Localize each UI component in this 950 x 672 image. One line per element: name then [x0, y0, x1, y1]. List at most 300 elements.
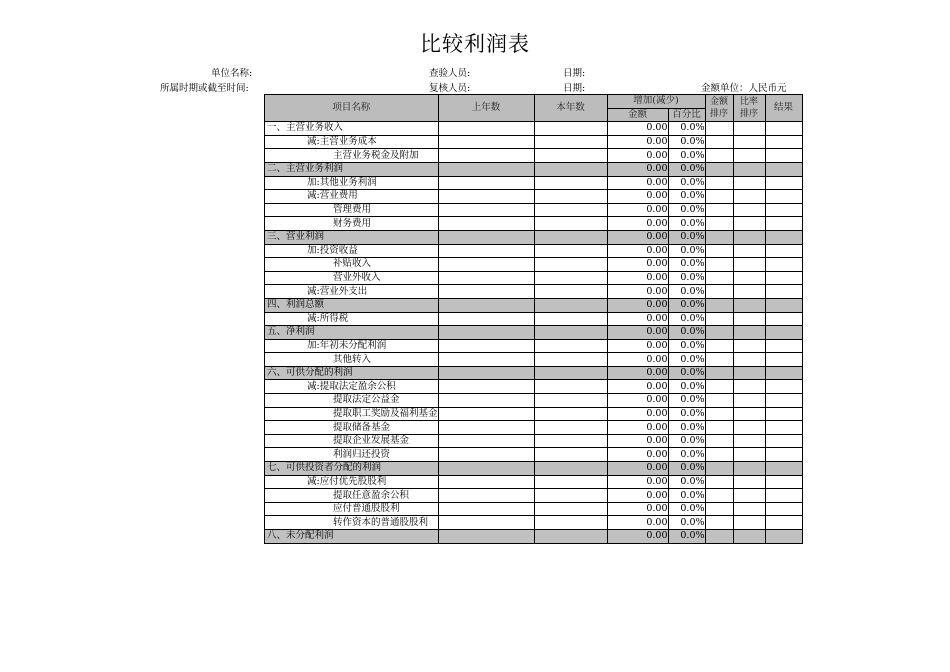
header-last-year: 上年数	[438, 95, 534, 122]
row-result[interactable]	[765, 366, 802, 380]
row-change-percent[interactable]: 0.0%	[668, 339, 705, 353]
row-rate-rank[interactable]	[733, 448, 765, 462]
row-rate-rank[interactable]	[733, 298, 765, 312]
row-rate-rank[interactable]	[733, 258, 765, 272]
row-item-name[interactable]	[265, 407, 439, 421]
reviewer-label: 复核人员:	[429, 83, 471, 94]
row-change-amount[interactable]: 0.00	[607, 434, 668, 448]
row-amount-rank[interactable]	[705, 475, 733, 489]
row-last-year-cell[interactable]	[438, 312, 534, 326]
row-this-year-cell[interactable]	[534, 502, 607, 516]
row-change-amount[interactable]: 0.00	[607, 421, 668, 435]
row-last-year-cell[interactable]	[438, 230, 534, 244]
row-item-name[interactable]	[265, 230, 439, 244]
currency-unit-label: 金额单位：人民币元	[701, 83, 787, 94]
row-change-percent[interactable]: 0.0%	[668, 353, 705, 367]
table-row	[265, 502, 803, 516]
row-this-year-cell[interactable]	[534, 530, 607, 544]
row-rate-rank[interactable]	[733, 217, 765, 231]
row-last-year-cell[interactable]	[438, 190, 534, 204]
row-last-year-cell[interactable]	[438, 353, 534, 367]
row-item-label: 应付普通股股利	[333, 503, 400, 515]
row-this-year-cell[interactable]	[534, 489, 607, 503]
row-last-year-cell[interactable]	[438, 271, 534, 285]
row-item-name[interactable]	[265, 135, 439, 149]
row-item-name[interactable]	[265, 421, 439, 435]
row-this-year-cell[interactable]	[534, 162, 607, 176]
row-last-year-cell[interactable]	[438, 176, 534, 190]
row-amount-rank[interactable]	[705, 149, 733, 163]
row-change-percent[interactable]: 0.0%	[668, 326, 705, 340]
table-row	[265, 258, 803, 272]
header-amount: 金额	[607, 108, 668, 122]
row-rate-rank[interactable]	[733, 326, 765, 340]
row-item-name[interactable]	[265, 122, 439, 136]
row-this-year-cell[interactable]	[534, 244, 607, 258]
table-row	[265, 203, 803, 217]
row-this-year-cell[interactable]	[534, 394, 607, 408]
row-change-percent[interactable]: 0.0%	[668, 149, 705, 163]
row-change-percent[interactable]: 0.0%	[668, 462, 705, 476]
row-result[interactable]	[765, 489, 802, 503]
row-item-name[interactable]	[265, 203, 439, 217]
row-item-label: 主营业务税金及附加	[333, 149, 419, 161]
row-rate-rank[interactable]	[733, 434, 765, 448]
row-result[interactable]	[765, 298, 802, 312]
table-row	[265, 366, 803, 380]
row-result[interactable]	[765, 312, 802, 326]
row-rate-rank[interactable]	[733, 353, 765, 367]
row-amount-rank[interactable]	[705, 285, 733, 299]
row-result[interactable]	[765, 203, 802, 217]
row-change-amount[interactable]: 0.00	[607, 339, 668, 353]
row-change-amount[interactable]: 0.00	[607, 530, 668, 544]
row-item-name[interactable]	[265, 394, 439, 408]
table-row	[265, 162, 803, 176]
row-rate-rank[interactable]	[733, 421, 765, 435]
row-last-year-cell[interactable]	[438, 448, 534, 462]
row-this-year-cell[interactable]	[534, 462, 607, 476]
row-result[interactable]	[765, 149, 802, 163]
row-last-year-cell[interactable]	[438, 421, 534, 435]
row-change-amount[interactable]: 0.00	[607, 244, 668, 258]
row-change-amount[interactable]: 0.00	[607, 176, 668, 190]
row-rate-rank[interactable]	[733, 516, 765, 530]
row-last-year-cell[interactable]	[438, 502, 534, 516]
row-amount-rank[interactable]	[705, 135, 733, 149]
row-this-year-cell[interactable]	[534, 434, 607, 448]
header-this-year: 本年数	[534, 95, 607, 122]
row-change-percent[interactable]: 0.0%	[668, 312, 705, 326]
row-item-label: 二、主营业务利润	[267, 163, 344, 175]
table-row	[265, 326, 803, 340]
row-change-percent[interactable]: 0.0%	[668, 298, 705, 312]
checker-label: 查验人员:	[429, 68, 471, 79]
row-change-amount[interactable]: 0.00	[607, 407, 668, 421]
row-rate-rank[interactable]	[733, 530, 765, 544]
row-change-amount[interactable]: 0.00	[607, 190, 668, 204]
row-item-name[interactable]	[265, 271, 439, 285]
row-amount-rank[interactable]	[705, 366, 733, 380]
row-item-label: 减:主营业务成本	[307, 136, 377, 148]
row-result[interactable]	[765, 244, 802, 258]
row-rate-rank[interactable]	[733, 203, 765, 217]
row-item-name[interactable]	[265, 380, 439, 394]
row-result[interactable]	[765, 217, 802, 231]
row-last-year-cell[interactable]	[438, 203, 534, 217]
row-amount-rank[interactable]	[705, 502, 733, 516]
row-amount-rank[interactable]	[705, 217, 733, 231]
row-change-percent[interactable]: 0.0%	[668, 190, 705, 204]
row-change-amount[interactable]: 0.00	[607, 380, 668, 394]
row-amount-rank[interactable]	[705, 176, 733, 190]
row-result[interactable]	[765, 258, 802, 272]
row-rate-rank[interactable]	[733, 502, 765, 516]
row-rate-rank[interactable]	[733, 122, 765, 136]
date-label-1: 日期:	[563, 68, 586, 79]
row-this-year-cell[interactable]	[534, 230, 607, 244]
row-result[interactable]	[765, 530, 802, 544]
row-item-name[interactable]	[265, 489, 439, 503]
row-item-name[interactable]	[265, 475, 439, 489]
row-amount-rank[interactable]	[705, 326, 733, 340]
row-rate-rank[interactable]	[733, 462, 765, 476]
row-result[interactable]	[765, 516, 802, 530]
row-rate-rank[interactable]	[733, 149, 765, 163]
row-change-percent[interactable]: 0.0%	[668, 530, 705, 544]
row-last-year-cell[interactable]	[438, 339, 534, 353]
row-this-year-cell[interactable]	[534, 258, 607, 272]
row-result[interactable]	[765, 285, 802, 299]
row-change-percent[interactable]: 0.0%	[668, 244, 705, 258]
row-this-year-cell[interactable]	[534, 298, 607, 312]
row-last-year-cell[interactable]	[438, 434, 534, 448]
row-last-year-cell[interactable]	[438, 244, 534, 258]
row-item-name[interactable]	[265, 339, 439, 353]
row-amount-rank[interactable]	[705, 162, 733, 176]
row-this-year-cell[interactable]	[534, 380, 607, 394]
row-item-label: 减:所得税	[307, 312, 349, 324]
table-row	[265, 421, 803, 435]
row-change-amount[interactable]: 0.00	[607, 475, 668, 489]
row-amount-rank[interactable]	[705, 516, 733, 530]
row-item-label: 营业外收入	[333, 272, 381, 284]
row-result[interactable]	[765, 353, 802, 367]
row-this-year-cell[interactable]	[534, 326, 607, 340]
row-change-percent[interactable]: 0.0%	[668, 217, 705, 231]
row-last-year-cell[interactable]	[438, 489, 534, 503]
row-rate-rank[interactable]	[733, 135, 765, 149]
row-this-year-cell[interactable]	[534, 285, 607, 299]
row-result[interactable]	[765, 448, 802, 462]
row-item-label: 五、净利润	[267, 326, 315, 338]
row-change-amount[interactable]: 0.00	[607, 366, 668, 380]
table-row	[265, 530, 803, 544]
row-change-percent[interactable]: 0.0%	[668, 448, 705, 462]
row-change-amount[interactable]: 0.00	[607, 135, 668, 149]
row-result[interactable]	[765, 407, 802, 421]
row-last-year-cell[interactable]	[438, 530, 534, 544]
row-this-year-cell[interactable]	[534, 203, 607, 217]
row-change-percent[interactable]: 0.0%	[668, 502, 705, 516]
row-result[interactable]	[765, 380, 802, 394]
row-change-amount[interactable]: 0.00	[607, 394, 668, 408]
header-item-name: 项目名称	[265, 95, 439, 122]
row-this-year-cell[interactable]	[534, 516, 607, 530]
row-amount-rank[interactable]	[705, 312, 733, 326]
table-row	[265, 475, 803, 489]
row-result[interactable]	[765, 162, 802, 176]
row-item-name[interactable]	[265, 298, 439, 312]
row-last-year-cell[interactable]	[438, 380, 534, 394]
income-comparison-table	[264, 94, 803, 544]
row-rate-rank[interactable]	[733, 489, 765, 503]
row-this-year-cell[interactable]	[534, 353, 607, 367]
row-amount-rank[interactable]	[705, 203, 733, 217]
row-last-year-cell[interactable]	[438, 122, 534, 136]
row-amount-rank[interactable]	[705, 271, 733, 285]
row-change-percent[interactable]: 0.0%	[668, 516, 705, 530]
row-amount-rank[interactable]	[705, 448, 733, 462]
row-result[interactable]	[765, 190, 802, 204]
row-change-amount[interactable]: 0.00	[607, 217, 668, 231]
row-change-percent[interactable]: 0.0%	[668, 176, 705, 190]
row-rate-rank[interactable]	[733, 312, 765, 326]
row-last-year-cell[interactable]	[438, 162, 534, 176]
table-row	[265, 434, 803, 448]
table-row	[265, 394, 803, 408]
row-item-name[interactable]	[265, 176, 439, 190]
row-rate-rank[interactable]	[733, 285, 765, 299]
row-change-percent[interactable]: 0.0%	[668, 421, 705, 435]
row-item-name[interactable]	[265, 434, 439, 448]
row-item-name[interactable]	[265, 285, 439, 299]
row-change-amount[interactable]: 0.00	[607, 353, 668, 367]
row-rate-rank[interactable]	[733, 176, 765, 190]
row-rate-rank[interactable]	[733, 244, 765, 258]
row-item-name[interactable]	[265, 326, 439, 340]
row-item-name[interactable]	[265, 448, 439, 462]
row-item-label: 财务费用	[333, 217, 372, 229]
row-this-year-cell[interactable]	[534, 448, 607, 462]
row-change-percent[interactable]: 0.0%	[668, 366, 705, 380]
row-amount-rank[interactable]	[705, 421, 733, 435]
header-rate-rank	[733, 95, 765, 122]
row-amount-rank[interactable]	[705, 244, 733, 258]
row-item-name[interactable]	[265, 162, 439, 176]
row-change-amount[interactable]: 0.00	[607, 162, 668, 176]
row-change-amount[interactable]: 0.00	[607, 312, 668, 326]
row-item-name[interactable]	[265, 149, 439, 163]
row-item-label: 加:投资收益	[307, 244, 358, 256]
table-row	[265, 122, 803, 136]
row-change-amount[interactable]: 0.00	[607, 285, 668, 299]
row-item-name[interactable]	[265, 217, 439, 231]
row-change-percent[interactable]: 0.0%	[668, 203, 705, 217]
row-last-year-cell[interactable]	[438, 407, 534, 421]
row-change-amount[interactable]: 0.00	[607, 230, 668, 244]
row-change-percent[interactable]: 0.0%	[668, 380, 705, 394]
row-rate-rank[interactable]	[733, 339, 765, 353]
row-result[interactable]	[765, 176, 802, 190]
row-item-label: 八、未分配利润	[267, 530, 334, 542]
row-item-name[interactable]	[265, 258, 439, 272]
header-change: 增加(减少)	[607, 95, 705, 109]
row-result[interactable]	[765, 502, 802, 516]
row-amount-rank[interactable]	[705, 122, 733, 136]
table-body	[265, 122, 803, 543]
row-rate-rank[interactable]	[733, 190, 765, 204]
row-item-name[interactable]	[265, 312, 439, 326]
row-change-percent[interactable]: 0.0%	[668, 122, 705, 136]
row-this-year-cell[interactable]	[534, 366, 607, 380]
row-rate-rank[interactable]	[733, 230, 765, 244]
row-change-percent[interactable]: 0.0%	[668, 434, 705, 448]
row-amount-rank[interactable]	[705, 394, 733, 408]
row-result[interactable]	[765, 475, 802, 489]
table-row	[265, 298, 803, 312]
row-change-percent[interactable]: 0.0%	[668, 475, 705, 489]
row-change-amount[interactable]: 0.00	[607, 258, 668, 272]
row-change-amount[interactable]: 0.00	[607, 502, 668, 516]
row-change-amount[interactable]: 0.00	[607, 149, 668, 163]
row-this-year-cell[interactable]	[534, 312, 607, 326]
row-rate-rank[interactable]	[733, 162, 765, 176]
row-result[interactable]	[765, 462, 802, 476]
row-item-label: 提取职工奖励及福利基金	[333, 407, 438, 419]
table-row	[265, 516, 803, 530]
row-change-percent[interactable]: 0.0%	[668, 285, 705, 299]
row-result[interactable]	[765, 339, 802, 353]
row-item-label: 提取法定公益金	[333, 394, 400, 406]
row-this-year-cell[interactable]	[534, 135, 607, 149]
header-amount-rank-text: 金额排序	[710, 97, 729, 120]
row-this-year-cell[interactable]	[534, 122, 607, 136]
row-rate-rank[interactable]	[733, 475, 765, 489]
period-label: 所属时期或截至时间:	[160, 83, 249, 94]
row-last-year-cell[interactable]	[438, 394, 534, 408]
row-last-year-cell[interactable]	[438, 326, 534, 340]
row-result[interactable]	[765, 421, 802, 435]
row-item-label: 转作资本的普通股股利	[333, 516, 429, 528]
row-change-amount[interactable]: 0.00	[607, 489, 668, 503]
row-item-name[interactable]	[265, 516, 439, 530]
row-item-name[interactable]	[265, 244, 439, 258]
row-item-label: 六、可供分配的利润	[267, 367, 353, 379]
row-change-percent[interactable]: 0.0%	[668, 162, 705, 176]
row-last-year-cell[interactable]	[438, 475, 534, 489]
table-row	[265, 380, 803, 394]
row-this-year-cell[interactable]	[534, 176, 607, 190]
row-last-year-cell[interactable]	[438, 135, 534, 149]
row-amount-rank[interactable]	[705, 230, 733, 244]
row-amount-rank[interactable]	[705, 339, 733, 353]
row-change-percent[interactable]: 0.0%	[668, 489, 705, 503]
row-change-amount[interactable]: 0.00	[607, 326, 668, 340]
row-this-year-cell[interactable]	[534, 149, 607, 163]
row-this-year-cell[interactable]	[534, 475, 607, 489]
row-amount-rank[interactable]	[705, 407, 733, 421]
row-item-label: 减:营业费用	[307, 190, 358, 202]
row-change-amount[interactable]: 0.00	[607, 462, 668, 476]
table-row	[265, 339, 803, 353]
row-last-year-cell[interactable]	[438, 285, 534, 299]
table-row	[265, 135, 803, 149]
row-this-year-cell[interactable]	[534, 271, 607, 285]
row-result[interactable]	[765, 326, 802, 340]
row-this-year-cell[interactable]	[534, 421, 607, 435]
row-rate-rank[interactable]	[733, 366, 765, 380]
table-row	[265, 407, 803, 421]
row-amount-rank[interactable]	[705, 190, 733, 204]
row-last-year-cell[interactable]	[438, 516, 534, 530]
row-this-year-cell[interactable]	[534, 217, 607, 231]
row-change-amount[interactable]: 0.00	[607, 516, 668, 530]
row-result[interactable]	[765, 394, 802, 408]
row-last-year-cell[interactable]	[438, 462, 534, 476]
row-item-name[interactable]	[265, 530, 439, 544]
row-amount-rank[interactable]	[705, 489, 733, 503]
row-item-label: 四、利润总额	[267, 299, 325, 311]
row-change-percent[interactable]: 0.0%	[668, 230, 705, 244]
row-rate-rank[interactable]	[733, 394, 765, 408]
row-change-amount[interactable]: 0.00	[607, 448, 668, 462]
row-amount-rank[interactable]	[705, 380, 733, 394]
row-last-year-cell[interactable]	[438, 298, 534, 312]
row-result[interactable]	[765, 135, 802, 149]
row-last-year-cell[interactable]	[438, 217, 534, 231]
row-change-amount[interactable]: 0.00	[607, 298, 668, 312]
row-change-percent[interactable]: 0.0%	[668, 135, 705, 149]
row-amount-rank[interactable]	[705, 434, 733, 448]
row-last-year-cell[interactable]	[438, 149, 534, 163]
row-result[interactable]	[765, 271, 802, 285]
row-result[interactable]	[765, 122, 802, 136]
row-last-year-cell[interactable]	[438, 366, 534, 380]
row-last-year-cell[interactable]	[438, 258, 534, 272]
row-item-name[interactable]	[265, 190, 439, 204]
row-change-amount[interactable]: 0.00	[607, 203, 668, 217]
row-change-percent[interactable]: 0.0%	[668, 271, 705, 285]
row-change-percent[interactable]: 0.0%	[668, 258, 705, 272]
row-result[interactable]	[765, 230, 802, 244]
row-item-name[interactable]	[265, 353, 439, 367]
table-row	[265, 489, 803, 503]
row-amount-rank[interactable]	[705, 462, 733, 476]
date-label-2: 日期:	[563, 83, 586, 94]
row-rate-rank[interactable]	[733, 271, 765, 285]
row-rate-rank[interactable]	[733, 407, 765, 421]
row-change-amount[interactable]: 0.00	[607, 271, 668, 285]
row-amount-rank[interactable]	[705, 353, 733, 367]
row-item-name[interactable]	[265, 502, 439, 516]
unit-name-label: 单位名称:	[211, 68, 253, 79]
row-item-name[interactable]	[265, 366, 439, 380]
row-change-amount[interactable]: 0.00	[607, 122, 668, 136]
row-amount-rank[interactable]	[705, 530, 733, 544]
row-rate-rank[interactable]	[733, 380, 765, 394]
row-result[interactable]	[765, 434, 802, 448]
row-this-year-cell[interactable]	[534, 407, 607, 421]
row-this-year-cell[interactable]	[534, 339, 607, 353]
row-change-percent[interactable]: 0.0%	[668, 407, 705, 421]
row-item-name[interactable]	[265, 462, 439, 476]
row-change-percent[interactable]: 0.0%	[668, 394, 705, 408]
row-item-label: 利润归还投资	[333, 448, 391, 460]
row-amount-rank[interactable]	[705, 298, 733, 312]
row-this-year-cell[interactable]	[534, 190, 607, 204]
row-amount-rank[interactable]	[705, 258, 733, 272]
